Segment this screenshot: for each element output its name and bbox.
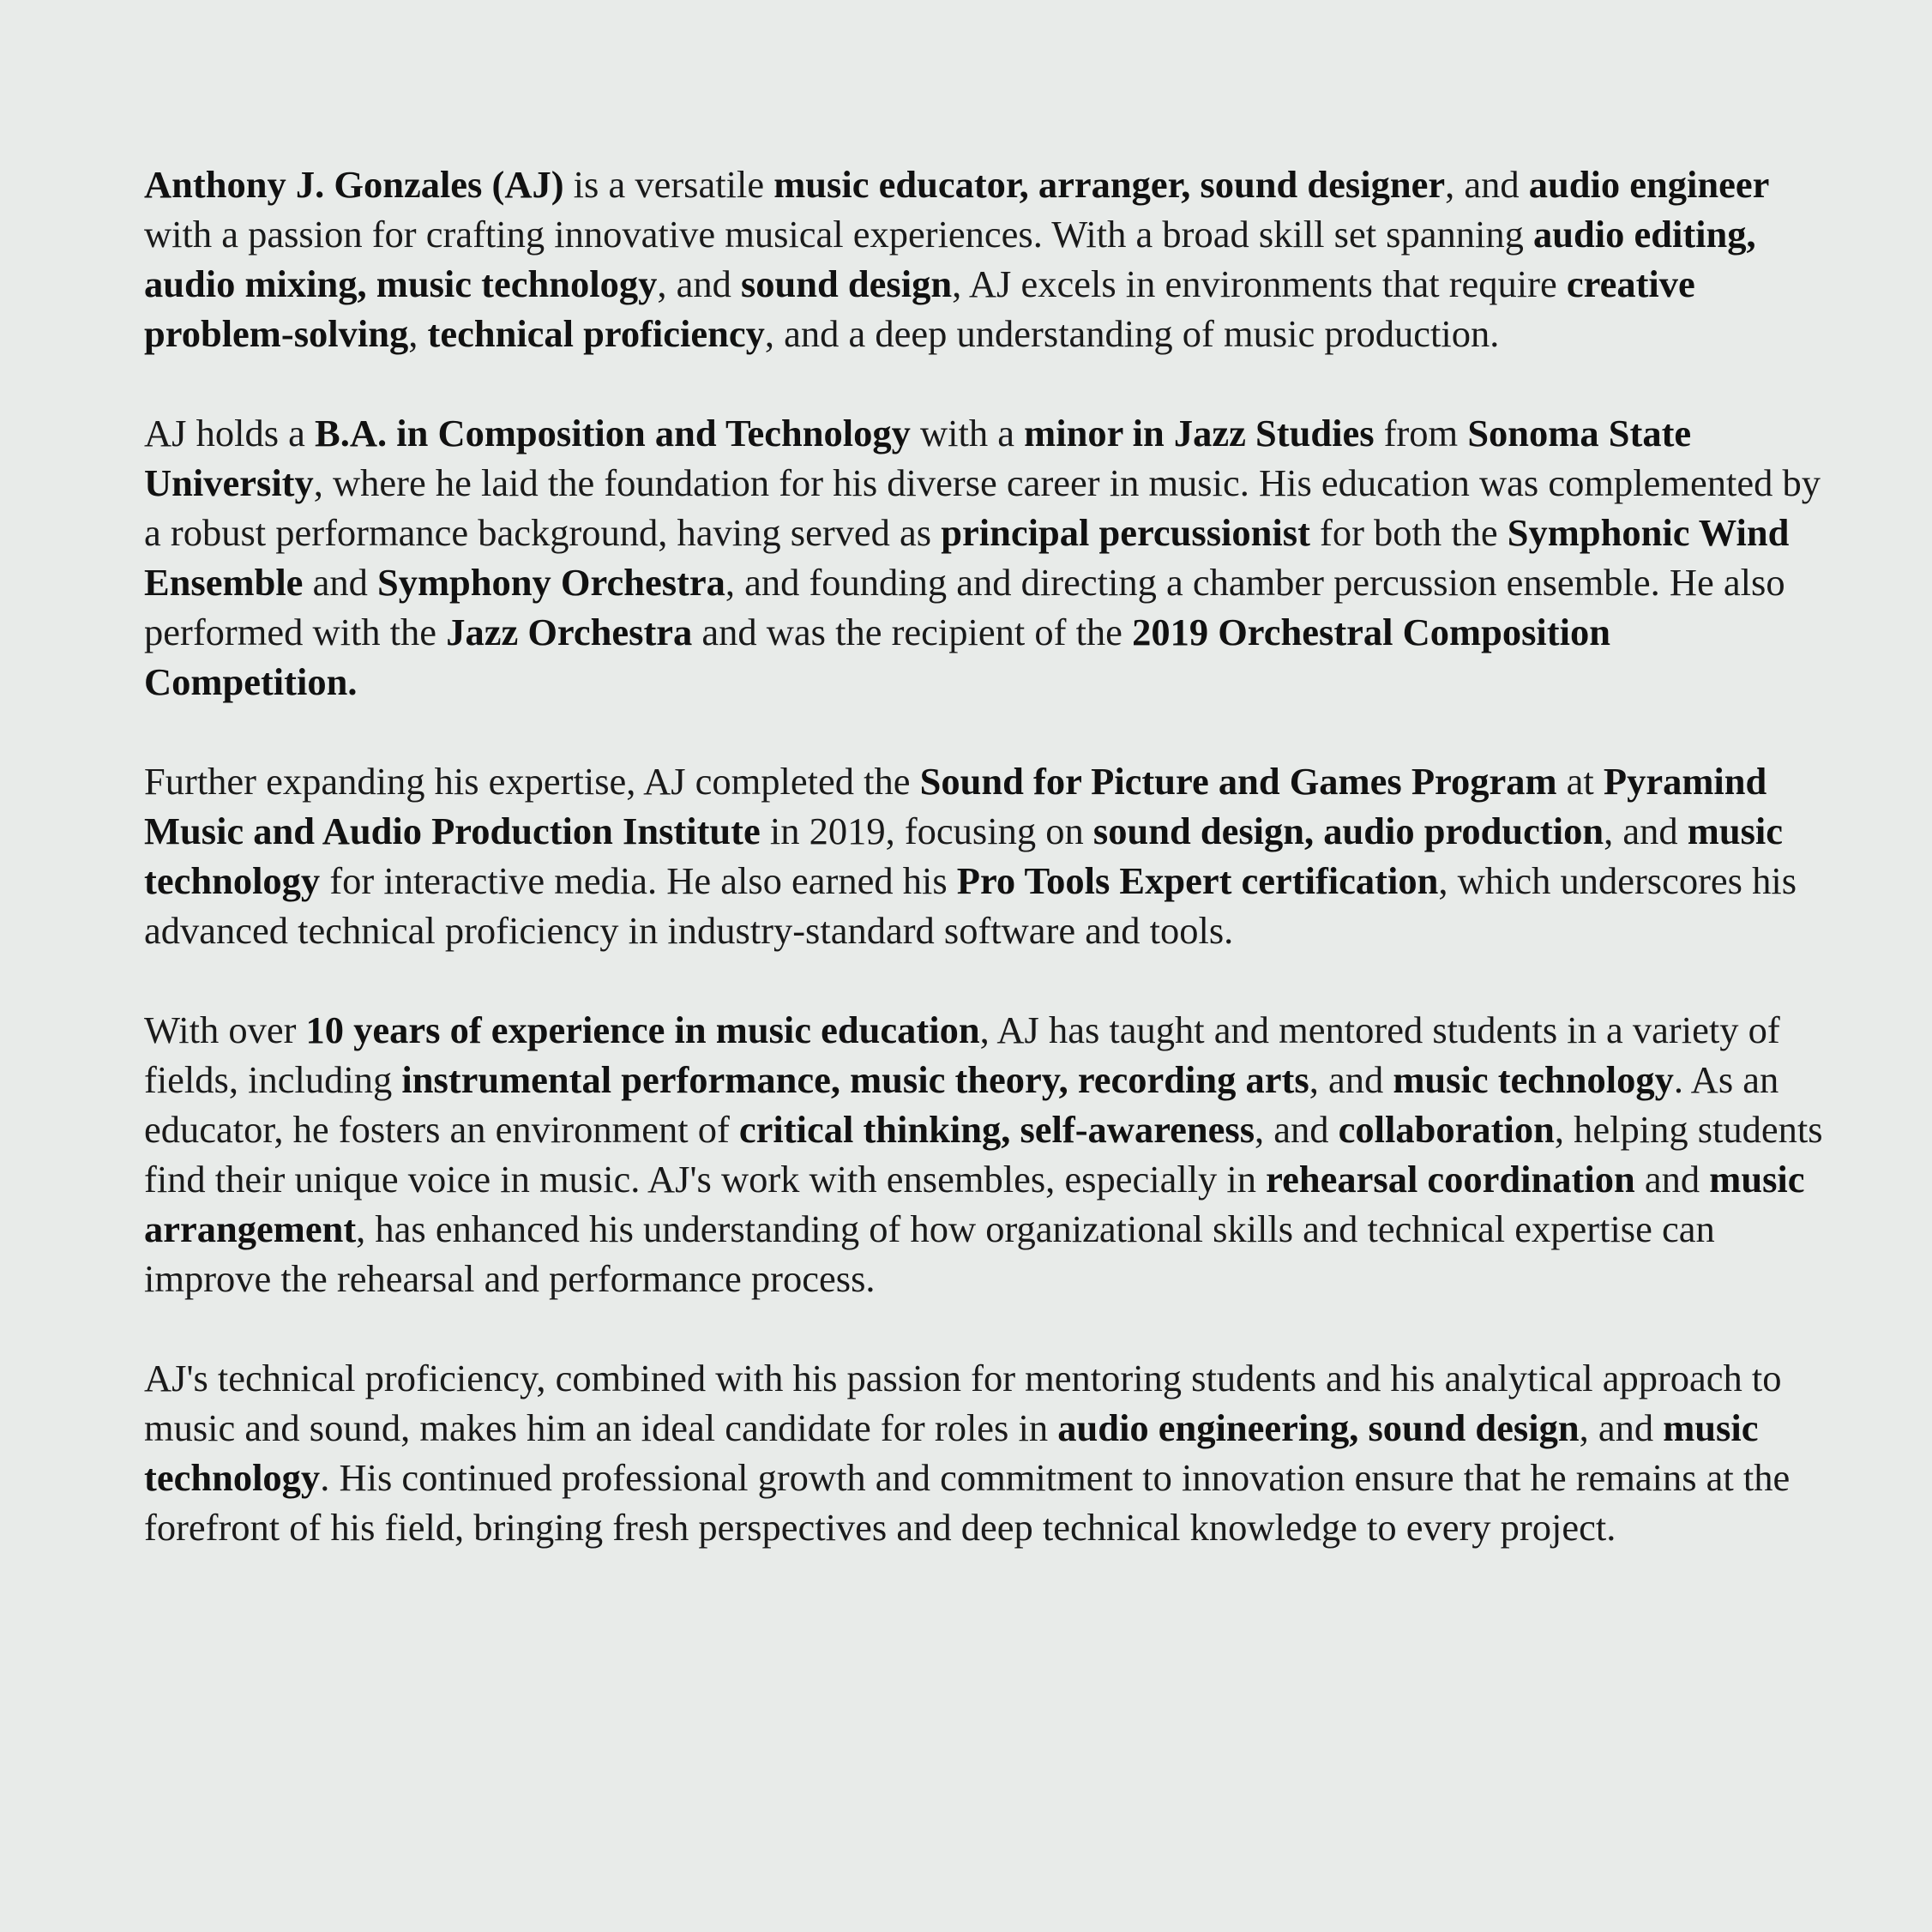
emphasized-text: audio editing, audio mixing, music technology xyxy=(144,213,1756,305)
emphasized-text: Sound for Picture and Games Program xyxy=(919,760,1557,803)
bio-paragraph xyxy=(144,1353,1829,1552)
emphasized-text: minor in Jazz Studies xyxy=(1024,412,1375,454)
body-text: , and xyxy=(1309,1058,1393,1101)
body-text: in 2019, focusing on xyxy=(760,810,1093,852)
emphasized-text: sound design xyxy=(740,262,953,305)
emphasized-text: audio engineer xyxy=(1528,163,1770,206)
body-text: and xyxy=(1634,1158,1710,1201)
emphasized-text: music educator, arranger, sound designer xyxy=(773,163,1446,206)
body-text: and was the recipient of the xyxy=(692,611,1133,653)
emphasized-text: audio engineering, sound design xyxy=(1057,1406,1580,1449)
emphasized-text: Pro Tools Expert certification xyxy=(956,859,1439,902)
emphasized-text: sound design, audio production xyxy=(1092,810,1604,852)
emphasized-text: technical proficiency xyxy=(427,312,765,355)
body-text: , xyxy=(408,312,428,355)
body-text: , where he laid the foundation for his diverse career in music. His education was complemented by a robust performance background, having served as xyxy=(144,461,1821,554)
emphasized-text: music technology xyxy=(144,1406,1759,1499)
body-text: , has enhanced his understanding of how organizational skills and technical expertise can improve the rehearsal and performance process. xyxy=(144,1207,1715,1300)
emphasized-text: rehearsal coordination xyxy=(1266,1158,1635,1201)
emphasized-text: Anthony J. Gonzales (AJ) xyxy=(144,163,564,206)
body-text: , and founding and directing a chamber percussion ensemble. He also performed with the xyxy=(144,561,1785,653)
body-text: , AJ excels in environments that require xyxy=(952,262,1567,305)
body-text: , and xyxy=(1604,810,1688,852)
emphasized-text: Sonoma State University xyxy=(144,412,1692,504)
body-text: and xyxy=(303,561,377,604)
bio-document xyxy=(144,159,1829,1552)
body-text: from xyxy=(1374,412,1468,454)
body-text: AJ's technical proficiency, combined with his passion for mentoring students and his analytical approach to music and sound, makes him an ideal candidate for roles in xyxy=(144,1357,1782,1449)
emphasized-text: 2019 Orchestral Composition Competition. xyxy=(144,611,1610,703)
body-text: , AJ has taught and mentored students in a variety of fields, including xyxy=(144,1008,1780,1101)
body-text: with a passion for crafting innovative musical experiences. With a broad skill set spanning xyxy=(144,213,1533,256)
body-text: , and xyxy=(1579,1406,1664,1449)
body-text: , helping students find their unique voice in music. AJ's work with ensembles, especially in xyxy=(144,1108,1823,1201)
emphasized-text: critical thinking, self-awareness xyxy=(738,1108,1255,1151)
body-text: , and a deep understanding of music production. xyxy=(764,312,1500,355)
bio-paragraph xyxy=(144,159,1829,358)
body-text: with a xyxy=(910,412,1025,454)
emphasized-text: collaboration xyxy=(1338,1108,1555,1151)
emphasized-text: 10 years of experience in music education xyxy=(305,1008,980,1051)
emphasized-text: music technology xyxy=(1393,1058,1674,1101)
body-text: . His continued professional growth and commitment to innovation ensure that he remains at the forefront of his field, bringing fresh perspectives and deep technical knowledge to every project. xyxy=(144,1456,1791,1549)
emphasized-text: music arrangement xyxy=(144,1158,1805,1250)
emphasized-text: Symphonic Wind Ensemble xyxy=(144,511,1790,604)
body-text: . As an educator, he fosters an environment of xyxy=(144,1058,1779,1151)
body-text: , and xyxy=(1445,163,1529,206)
body-text: , and xyxy=(657,262,741,305)
bio-paragraph xyxy=(144,408,1829,707)
body-text: , and xyxy=(1255,1108,1339,1151)
emphasized-text: instrumental performance, music theory, recording arts xyxy=(401,1058,1309,1101)
emphasized-text: principal percussionist xyxy=(941,511,1310,554)
emphasized-text: creative problem-solving xyxy=(144,262,1695,355)
body-text: for interactive media. He also earned his xyxy=(320,859,957,902)
emphasized-text: music technology xyxy=(144,810,1783,902)
body-text: at xyxy=(1556,760,1604,803)
body-text: is a versatile xyxy=(563,163,774,206)
emphasized-text: Symphony Orchestra xyxy=(376,561,725,604)
emphasized-text: B.A. in Composition and Technology xyxy=(315,412,911,454)
body-text: With over xyxy=(144,1008,306,1051)
body-text: AJ holds a xyxy=(144,412,316,454)
emphasized-text: Pyramind Music and Audio Production Institute xyxy=(144,760,1767,852)
bio-paragraph xyxy=(144,756,1829,955)
emphasized-text: Jazz Orchestra xyxy=(446,611,693,653)
bio-paragraph xyxy=(144,1005,1829,1303)
body-text: Further expanding his expertise, AJ completed the xyxy=(144,760,920,803)
body-text: for both the xyxy=(1309,511,1508,554)
body-text: , which underscores his advanced technical proficiency in industry-standard software and tools. xyxy=(144,859,1797,952)
